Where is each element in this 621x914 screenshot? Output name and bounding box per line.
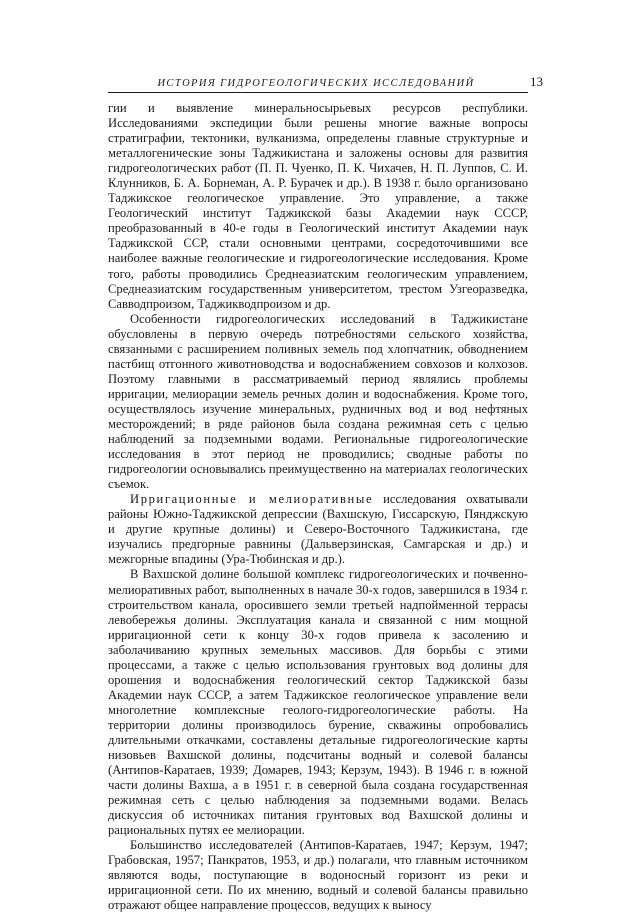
running-title: ИСТОРИЯ ГИДРОГЕОЛОГИЧЕСКИХ ИССЛЕДОВАНИЙ (157, 78, 475, 89)
paragraph-4: В Вахшской долине большой комплекс гидрогеологических и почвенно-мелиоративных работ, выполненных в начале 30-х годов, завершился в 1934 г. строительством канала, оросившего земли третьей надпойменной террасы левобережья долины. Эксплуатация канала и связанной с ним мощной ирригационной сети к концу 30-х годов привела к засолению и заболачиванию крупных земельных массивов. Для борьбы с этими процессами, а также с целью использования грунтовых вод долины для орошения и водоснабжения геологический сектор Таджикской базы Академии наук СССР, а затем Таджикское геологическое управление вели многолетние комплексные геолого-гидрогеологические работы. На территории долины производилось бурение, скважины опробовались длительными откачками, составлены детальные гидрогеологические карты низовьев Вахшской долины, подсчитаны водный и солевой балансы (Антипов-Каратаев, 1939; Домарев, 1943; Керзум, 1943). В 1946 г. в южной части долины Вахша, а в 1951 г. в северной была создана государственная режимная сеть с целью наблюдения за подземными водами. Велась дискуссия об источниках питания грунтовых вод Вахшской долины и рациональных путях ее мелиорации. (108, 567, 528, 838)
paragraph-2: Особенности гидрогеологических исследований в Таджикистане обусловлены в первую очередь потребностями сельского хозяйства, связанными с расширением поливных земель под хлопчатник, обводнением пастбищ отгонного животноводства и водоснабжением совхозов и колхозов. Поэтому главными в рассматриваемый период являлись проблемы ирригации, мелиорации земель речных долин и водоснабжения. Кроме того, осуществлялось изучение минеральных, рудничных вод и вод нефтяных месторождений; в ряде районов была создана режимная сеть с целью наблюдений за подземными водами. Региональные гидрогеологические исследования в этот период не проводились; сводные работы по гидрогеологии основывались преимущественно на материалах геологических съемок. (108, 311, 528, 492)
spaced-lead-phrase: Ирригационные и мелиоративные (130, 492, 374, 507)
body-text (108, 101, 528, 914)
header-rule (108, 92, 528, 93)
paragraph-5: Большинство исследователей (Антипов-Каратаев, 1947; Керзум, 1947; Грабовская, 1957; Панкратов, 1953, и др.) полагали, что главным источником являются воды, поступающие в водоносный горизонт из реки и ирригационной сети. По их мнению, водный и солевой балансы правильно отражают общее направление процессов, ведущих к выносу (108, 838, 528, 913)
paragraph-3 (108, 492, 528, 567)
page-number: 13 (530, 74, 543, 89)
paragraph-1: гии и выявление минеральносырьевых ресурсов республики. Исследованиями экспедиции были решены многие важные вопросы стратиграфии, тектоники, вулканизма, определены главные структурные и металлогенические зоны Таджикистана и заложены основы для развития гидрогеологических работ (П. П. Чуенко, П. К. Чихачев, Н. П. Луппов, С. И. Клунников, Б. А. Борнеман, А. Р. Бурачек и др.). В 1938 г. было организовано Таджикское геологическое управление. Это управление, а также Геологический институт Таджикской базы Академии наук СССР, преобразованный в 40-е годы в Геологический институт Академии наук Таджикской ССР, стали основными центрами, сосредоточившими все наиболее важные геологические и гидрогеологические исследования. Кроме того, работы проводились Среднеазиатским геологическим управлением, Среднеазиатским государственным университетом, трестом Узгеоразведка, Савводпроизом, Таджикводпроизом и др. (108, 101, 528, 311)
paragraph-3-text: исследования охватывали районы Южно-Таджикской депрессии (Вахшскую, Гиссарскую, Пянджскую и другие крупные долины) и Северо-Восточного Таджикистана, где изучались предгорные равнины (Дальверзинская, Самгарская и др.) и межгорные впадины (Ура-Тюбинская и др.). (108, 492, 528, 567)
